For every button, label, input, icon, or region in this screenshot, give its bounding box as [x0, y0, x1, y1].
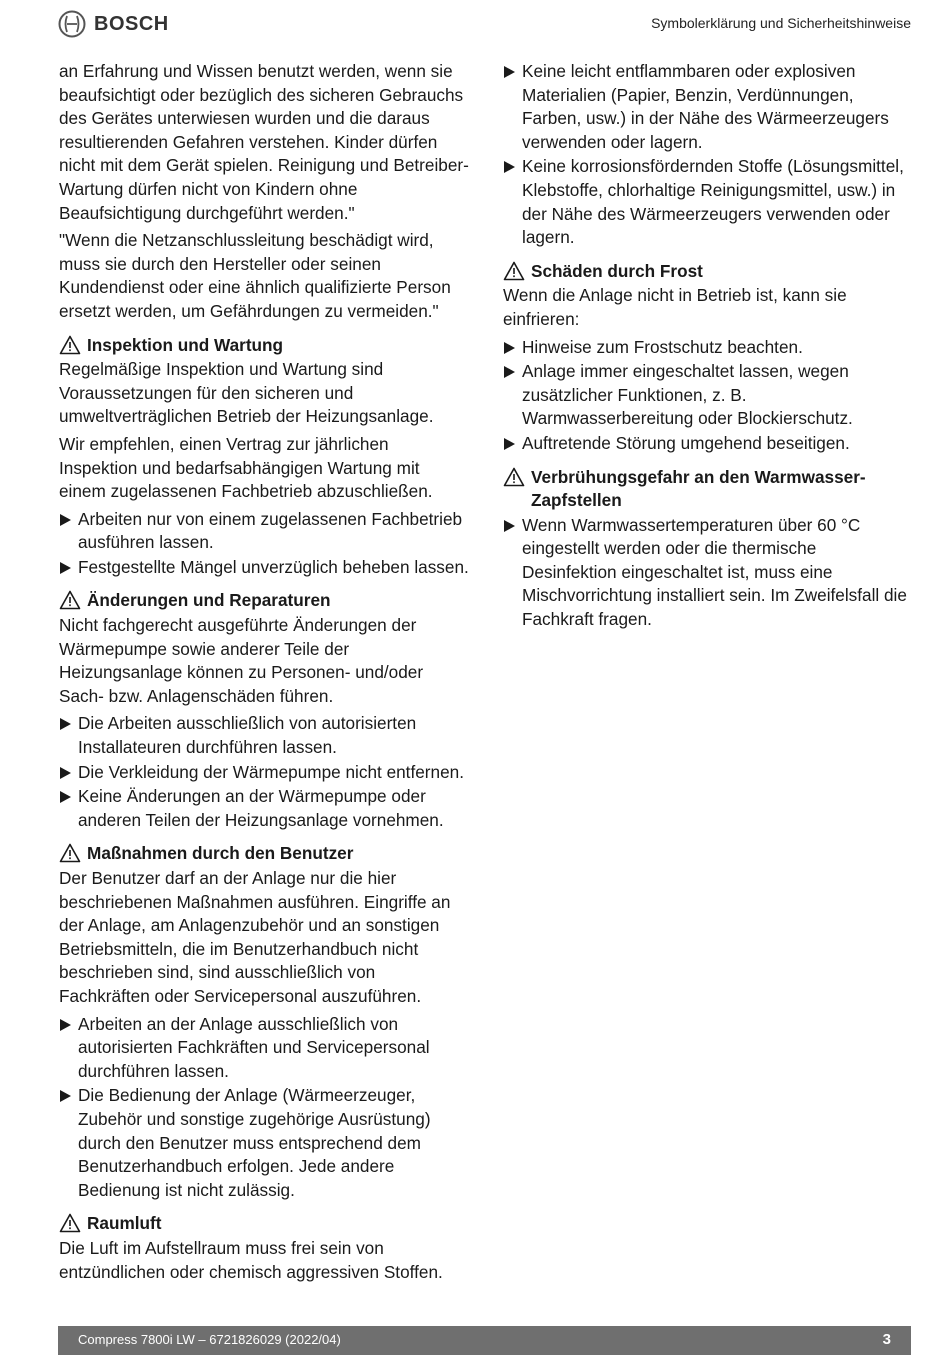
- brand-name: BOSCH: [94, 12, 169, 35]
- heading-text: Maßnahmen durch den Benutzer: [87, 843, 354, 864]
- warning-triangle-icon: [59, 335, 81, 355]
- list-item: Arbeiten nur von einem zugelassenen Fachbetrieb ausführen lassen.: [59, 508, 469, 555]
- intro-paragraph-1: an Erfahrung und Wissen benutzt werden, wenn sie beaufsichtigt oder bezüglich des sicheren Gebrauchs des Gerätes unterwiesen wurden und die daraus resultierenden Gefahren verstehen. Kinder dürfen nicht mit dem Gerät spielen. Reinigung und Betreiber-Wartung dürfen nicht von Kindern ohne Beaufsichtigung durchgeführt werden.": [59, 61, 469, 223]
- section-heading-raumluft: [59, 1212, 469, 1236]
- bullet-list: [503, 60, 913, 250]
- list-item: Wenn Warmwassertemperaturen über 60 °C eingestellt werden oder die thermische Desinfektion eingeschaltet ist, muss eine Mischvorrichtung installiert sein. Im Zweifelsfall die Fachkraft fragen.: [503, 514, 913, 632]
- bosch-armature-icon: [58, 10, 86, 38]
- page-header: [58, 8, 911, 40]
- heading-text: Schäden durch Frost: [531, 260, 703, 281]
- intro-paragraph-2: "Wenn die Netzanschlussleitung beschädigt wird, muss sie durch den Hersteller oder seinen Kundendienst oder eine ähnlich qualifizierte Person ersetzt werden, um Gefährdungen zu vermeiden.": [59, 230, 451, 321]
- heading-text: Änderungen und Reparaturen: [87, 590, 331, 611]
- warning-triangle-icon: [503, 467, 525, 487]
- heading-text: Inspektion und Wartung: [87, 334, 284, 355]
- paragraph: Wir empfehlen, einen Vertrag zur jährlichen Inspektion und bedarfsabhängigen Wartung mit einem zugelassenen Fachbetrieb abzuschließen.: [59, 433, 433, 502]
- list-item: Keine Änderungen an der Wärmepumpe oder anderen Teilen der Heizungsanlage vornehmen.: [59, 785, 469, 832]
- list-item: Auftretende Störung umgehend beseitigen.: [503, 432, 913, 456]
- paragraph: Die Luft im Aufstellraum muss frei sein von entzündlichen oder chemisch aggressiven Stoffen.: [59, 1237, 443, 1282]
- list-item: Festgestellte Mängel unverzüglich beheben lassen.: [59, 556, 469, 580]
- list-item: Anlage immer eingeschaltet lassen, wegen zusätzlicher Funktionen, z. B. Warmwasserbereitung oder Blockierschutz.: [503, 360, 913, 431]
- right-column: [503, 60, 913, 636]
- list-item: Keine leicht entflammbaren oder explosiven Materialien (Papier, Benzin, Verdünnungen, Farben, usw.) in der Nähe des Wärmeerzeugers verwenden oder lagern.: [503, 60, 913, 154]
- section-heading-massnahmen: [59, 842, 469, 866]
- document-info: Compress 7800i LW – 6721826029 (2022/04): [78, 1332, 341, 1347]
- warning-triangle-icon: [59, 1213, 81, 1233]
- section-heading-verbruehung: [503, 466, 913, 513]
- section-title: Symbolerklärung und Sicherheitshinweise: [651, 15, 911, 31]
- paragraph: Regelmäßige Inspektion und Wartung sind Voraussetzungen für den sicheren und umweltverträglichen Betrieb der Heizungsanlage.: [59, 359, 434, 427]
- bullet-list: [503, 514, 913, 632]
- section-heading-frost: [503, 260, 913, 284]
- bullet-list: [59, 712, 469, 832]
- warning-triangle-icon: [59, 590, 81, 610]
- section-heading-inspektion: [59, 334, 469, 358]
- list-item: Die Bedienung der Anlage (Wärmeerzeuger, Zubehör und sonstige zugehörige Ausrüstung) durch den Benutzer muss entsprechend dem Benutzerhandbuch erfolgen. Jede andere Bedienung ist nicht zulässig.: [59, 1084, 469, 1202]
- heading-text: Verbrühungsgefahr an den Warmwasser-Zapfstellen: [531, 466, 866, 511]
- list-item: Die Verkleidung der Wärmepumpe nicht entfernen.: [59, 761, 469, 785]
- paragraph: Der Benutzer darf an der Anlage nur die hier beschriebenen Maßnahmen ausführen. Eingriffe an der Anlage, am Anlagenzubehör und an sonstigen Betriebsmitteln, die im Benutzerhandbuch nicht beschrieben sind, sind ausschließlich von Fachkräften oder Servicepersonal auszuführen.: [59, 868, 451, 1006]
- bullet-list: [59, 1013, 469, 1203]
- bullet-list: [503, 336, 913, 456]
- page-footer: [58, 1326, 911, 1355]
- list-item: Keine korrosionsfördernden Stoffe (Lösungsmittel, Klebstoffe, chlorhaltige Reinigungsmittel, usw.) in der Nähe des Wärmeerzeugers verwenden oder lagern.: [503, 155, 913, 249]
- list-item: Hinweise zum Frostschutz beachten.: [503, 336, 913, 360]
- heading-text: Raumluft: [87, 1213, 162, 1234]
- paragraph: Nicht fachgerecht ausgeführte Änderungen der Wärmepumpe sowie anderer Teile der Heizungsanlage können zu Personen- und/oder Sach- bzw. Anlagenschäden führen.: [59, 615, 424, 706]
- warning-triangle-icon: [503, 261, 525, 281]
- bullet-list: [59, 508, 469, 580]
- list-item: Die Arbeiten ausschließlich von autorisierten Installateuren durchführen lassen.: [59, 712, 469, 759]
- left-column: [59, 60, 469, 1288]
- list-item: Arbeiten an der Anlage ausschließlich von autorisierten Fachkräften und Servicepersonal durchführen lassen.: [59, 1013, 469, 1084]
- page-number: 3: [882, 1331, 891, 1348]
- warning-triangle-icon: [59, 843, 81, 863]
- paragraph: Wenn die Anlage nicht in Betrieb ist, kann sie einfrieren:: [503, 285, 847, 329]
- brand-logo: [58, 10, 169, 38]
- section-heading-aenderungen: [59, 589, 469, 613]
